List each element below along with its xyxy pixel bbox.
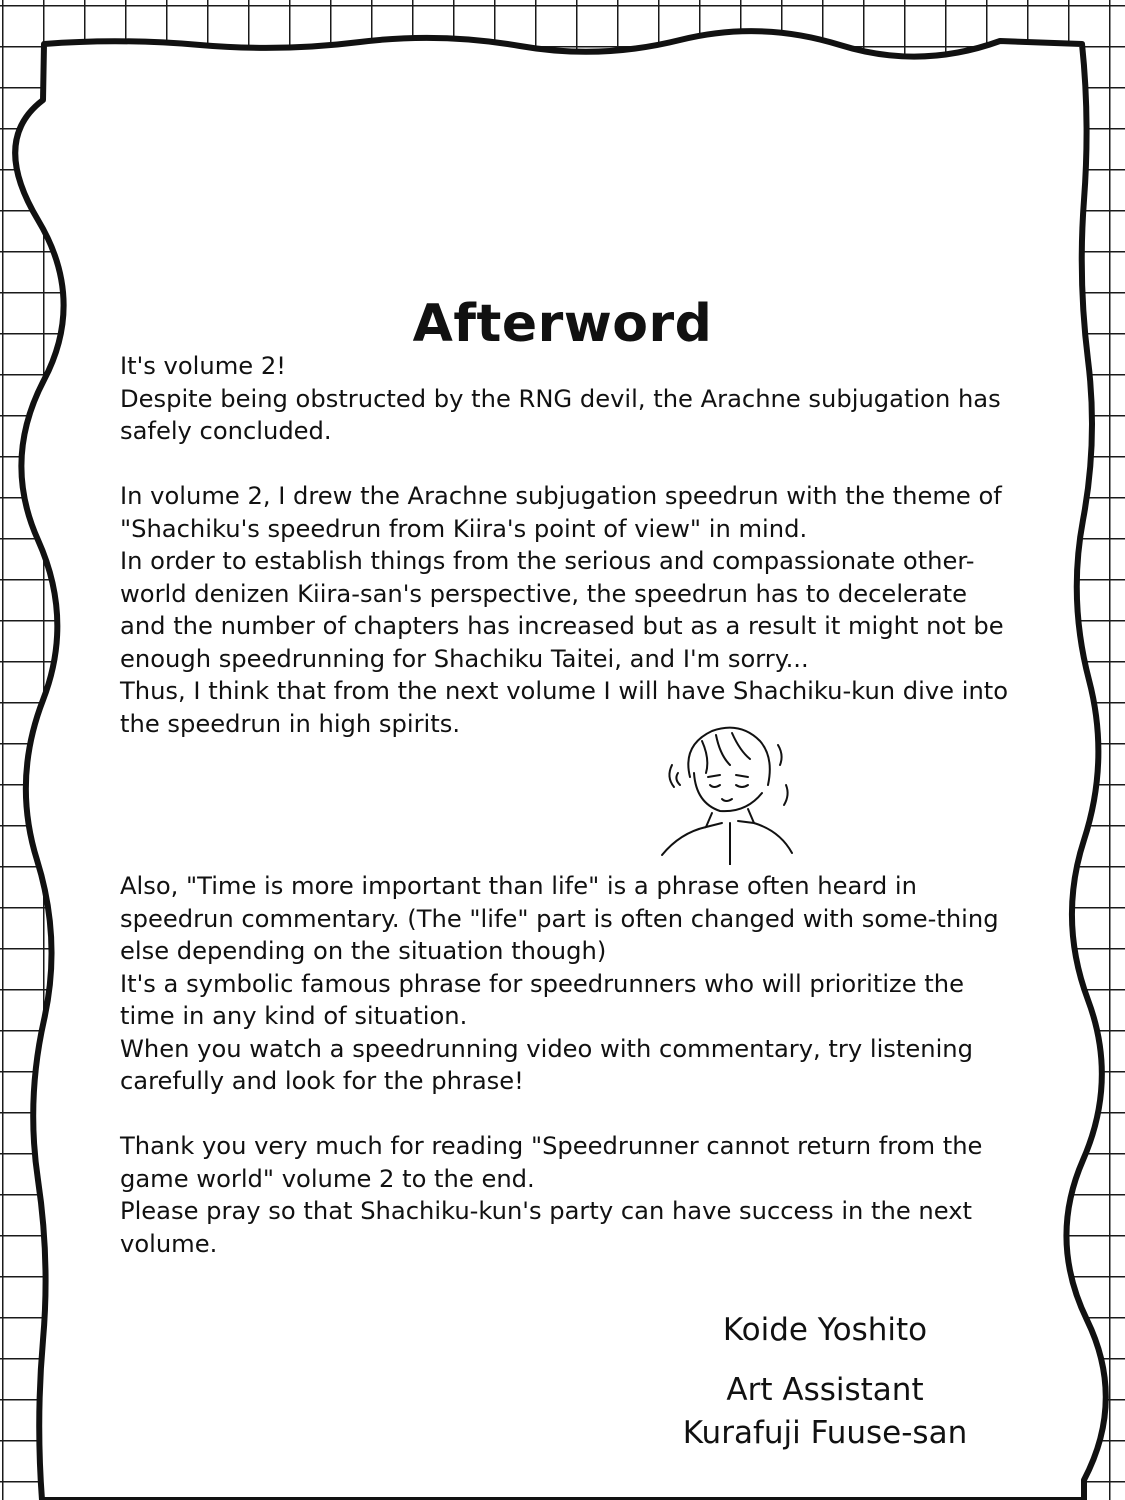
signature-role: Art Assistant bbox=[726, 1372, 924, 1408]
page-title: Afterword bbox=[412, 294, 713, 354]
chibi-author-sketch-icon bbox=[650, 715, 800, 865]
signature-author: Koide Yoshito bbox=[722, 1312, 928, 1348]
afterword-paragraph-2: Also, "Time is more important than life" is a phrase often heard in speedrun commentary. (The "life" part is often changed with some-thing else depending on the situation though) It's a symbolic famous phrase for speedrunners who will prioritize the time in any kind of situation. When you watch a speedrunning video with commentary, try listening carefully and look for the phrase! Thank you very much for reading "Speedrunner cannot return from the game world" volume 2 to the end. Please pray so that Shachiku-kun's party can have success in the next volume. bbox=[120, 872, 999, 1258]
afterword-paragraph-1: It's volume 2! Despite being obstructed by the RNG devil, the Arachne subjugation has safely concluded. In volume 2, I drew the Arachne subjugation speedrun with the theme of "Shachiku's speedrun from Kiira's point of view" in mind. In order to establish things from the serious and compassionate other-world denizen Kiira-san's perspective, the speedrun has to decelerate and the number of chapters has increased but as a result it might not be enough speedrunning for Shachiku Taitei, and I'm sorry... Thus, I think that from the next volume I will have Shachiku-kun dive into the speedrun in high spirits. bbox=[120, 352, 1009, 738]
signature-assistant: Kurafuji Fuuse-san bbox=[682, 1415, 968, 1451]
